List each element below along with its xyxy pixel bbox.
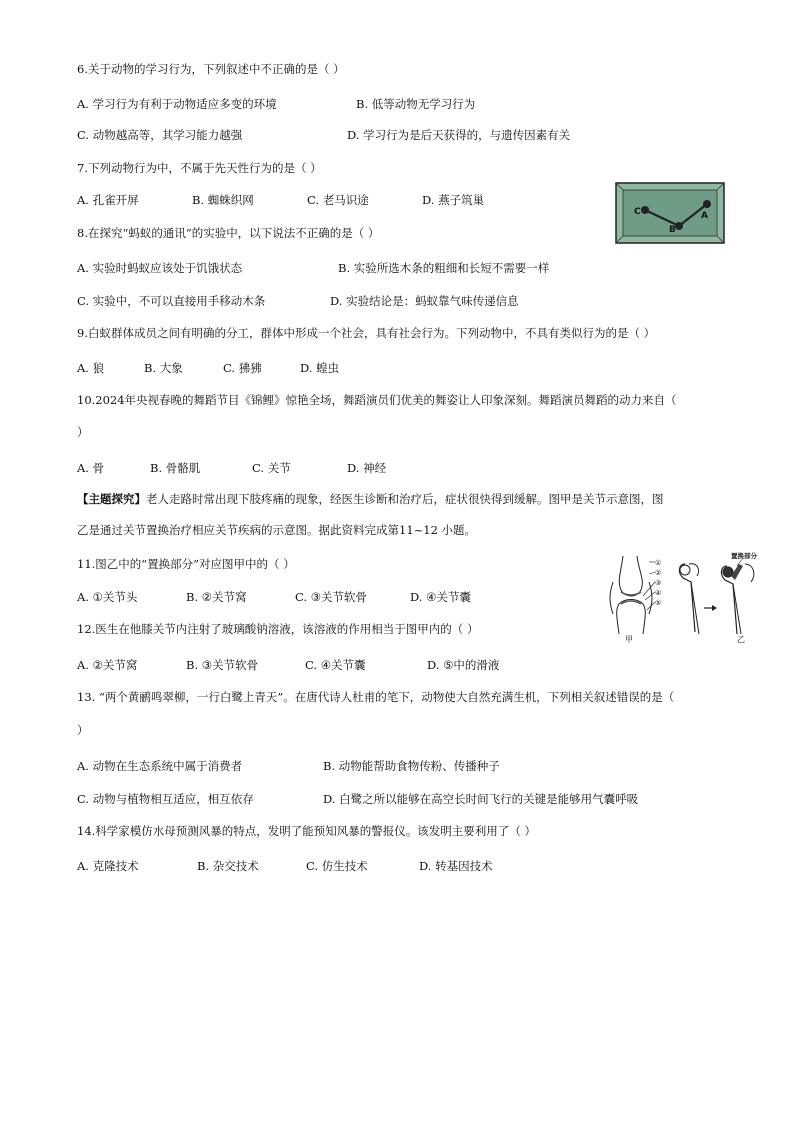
joint-number-3: ③ [655, 579, 662, 587]
q14-option-b: B. 杂交技术 [197, 859, 259, 873]
q6-option-d: D. 学习行为是后天获得的，与遗传因素有关 [347, 128, 571, 142]
q10-option-a: A. 骨 [77, 461, 105, 475]
q10-option-d: D. 神经 [347, 461, 387, 475]
figure-label-a: A [701, 211, 708, 221]
q9-option-d: D. 蝗虫 [300, 361, 340, 375]
q8-option-b: B. 实验所选木条的粗细和长短不需要一样 [338, 261, 550, 275]
q8-option-d: D. 实验结论是：蚂蚁靠气味传递信息 [330, 294, 519, 308]
q8-option-c: C. 实验中，不可以直接用手移动木条 [77, 294, 266, 308]
q11-option-d: D. ④关节囊 [410, 590, 471, 604]
figure-label-yi: 乙 [737, 635, 745, 644]
q13-option-b: B. 动物能帮助食物传粉、传播种子 [323, 759, 500, 773]
question-11-stem: 11.图乙中的“置换部分”对应图甲中的（ ） [77, 557, 295, 571]
q8-option-a: A. 实验时蚂蚁应该处于饥饿状态 [77, 261, 243, 275]
figure-label-jia: 甲 [625, 635, 633, 644]
q6-option-b: B. 低等动物无学习行为 [356, 97, 476, 111]
q7-option-b: B. 蜘蛛织网 [192, 193, 254, 207]
question-10-stem: 10.2024年央视春晚的舞蹈节目《锦鲤》惊艳全场，舞蹈演员们优美的舞姿让人印象深刻。舞蹈演员舞蹈的动力来自（ [77, 393, 677, 407]
q11-option-b: B. ②关节窝 [186, 590, 247, 604]
q14-option-a: A. 克隆技术 [77, 859, 139, 873]
q13-option-d: D. 白鹭之所以能够在高空长时间飞行的关键是能够用气囊呼吸 [323, 792, 639, 806]
question-13-stem-end: ） [77, 723, 89, 737]
theme-inquiry-tag: 【主题探究】 [77, 492, 146, 506]
q11-option-c: C. ③关节软骨 [295, 590, 368, 604]
ant-experiment-figure [615, 182, 725, 244]
joint-number-5: ⑤ [655, 599, 662, 607]
q6-option-c: C. 动物越高等，其学习能力越强 [77, 128, 243, 142]
q6-option-a: A. 学习行为有利于动物适应多变的环境 [77, 97, 277, 111]
q12-option-b: B. ③关节软骨 [186, 658, 259, 672]
q14-option-c: C. 仿生技术 [306, 859, 368, 873]
figure-label-b: B [669, 225, 676, 235]
q12-option-d: D. ⑤中的滑液 [427, 658, 500, 672]
q9-option-a: A. 狼 [77, 361, 105, 375]
question-10-stem-end: ） [77, 425, 89, 439]
q13-option-c: C. 动物与植物相互适应，相互依存 [77, 792, 254, 806]
question-8-stem: 8.在探究“蚂蚁的通讯”的实验中，以下说法不正确的是（ ） [77, 226, 380, 240]
figure-label-c: C [634, 207, 641, 217]
question-14-stem: 14.科学家模仿水母预测风暴的特点，发明了能预知风暴的警报仪。该发明主要利用了（ ） [77, 824, 536, 838]
joint-number-1: ① [655, 559, 662, 567]
theme-inquiry-line-1 [77, 492, 664, 506]
question-12-stem: 12.医生在他膝关节内注射了玻璃酸钠溶液，该溶液的作用相当于图甲内的（ ） [77, 622, 479, 636]
question-7-stem: 7.下列动物行为中，不属于先天性行为的是（ ） [77, 161, 322, 175]
joint-number-4: ④ [655, 589, 662, 597]
q10-option-b: B. 骨骼肌 [150, 461, 201, 475]
joint-diagram-figure [603, 552, 763, 644]
q10-option-c: C. 关节 [252, 461, 291, 475]
joint-number-2: ② [655, 569, 662, 577]
q7-option-d: D. 燕子筑巢 [422, 193, 485, 207]
q9-option-b: B. 大象 [144, 361, 183, 375]
joint-diagram-jia [610, 556, 661, 644]
q9-option-c: C. 狒狒 [223, 361, 262, 375]
q12-option-a: A. ②关节窝 [77, 658, 138, 672]
q14-option-d: D. 转基因技术 [419, 859, 493, 873]
theme-inquiry-line-2: 乙是通过关节置换治疗相应关节疾病的示意图。据此资料完成第11~12 小题。 [77, 523, 477, 537]
joint-diagram-yi [679, 552, 757, 644]
q11-option-a: A. ①关节头 [77, 590, 138, 604]
q7-option-a: A. 孔雀开屏 [77, 193, 139, 207]
question-6-stem: 6.关于动物的学习行为，下列叙述中不正确的是（ ） [77, 62, 345, 76]
figure-label-replacement: 置换部分 [731, 552, 757, 560]
theme-inquiry-text: 老人走路时常出现下肢疼痛的现象，经医生诊断和治疗后，症状很快得到缓解。图甲是关节示意图，图 [146, 492, 664, 506]
question-9-stem: 9.白蚁群体成员之间有明确的分工，群体中形成一个社会，具有社会行为。下列动物中，不具有类似行为的是（ ） [77, 326, 656, 340]
question-13-stem: 13. “两个黄鹂鸣翠柳，一行白鹭上青天”。在唐代诗人杜甫的笔下，动物使大自然充满生机，下列相关叙述错误的是（ [77, 690, 675, 704]
q12-option-c: C. ④关节囊 [305, 658, 366, 672]
q13-option-a: A. 动物在生态系统中属于消费者 [77, 759, 243, 773]
q7-option-c: C. 老马识途 [307, 193, 369, 207]
